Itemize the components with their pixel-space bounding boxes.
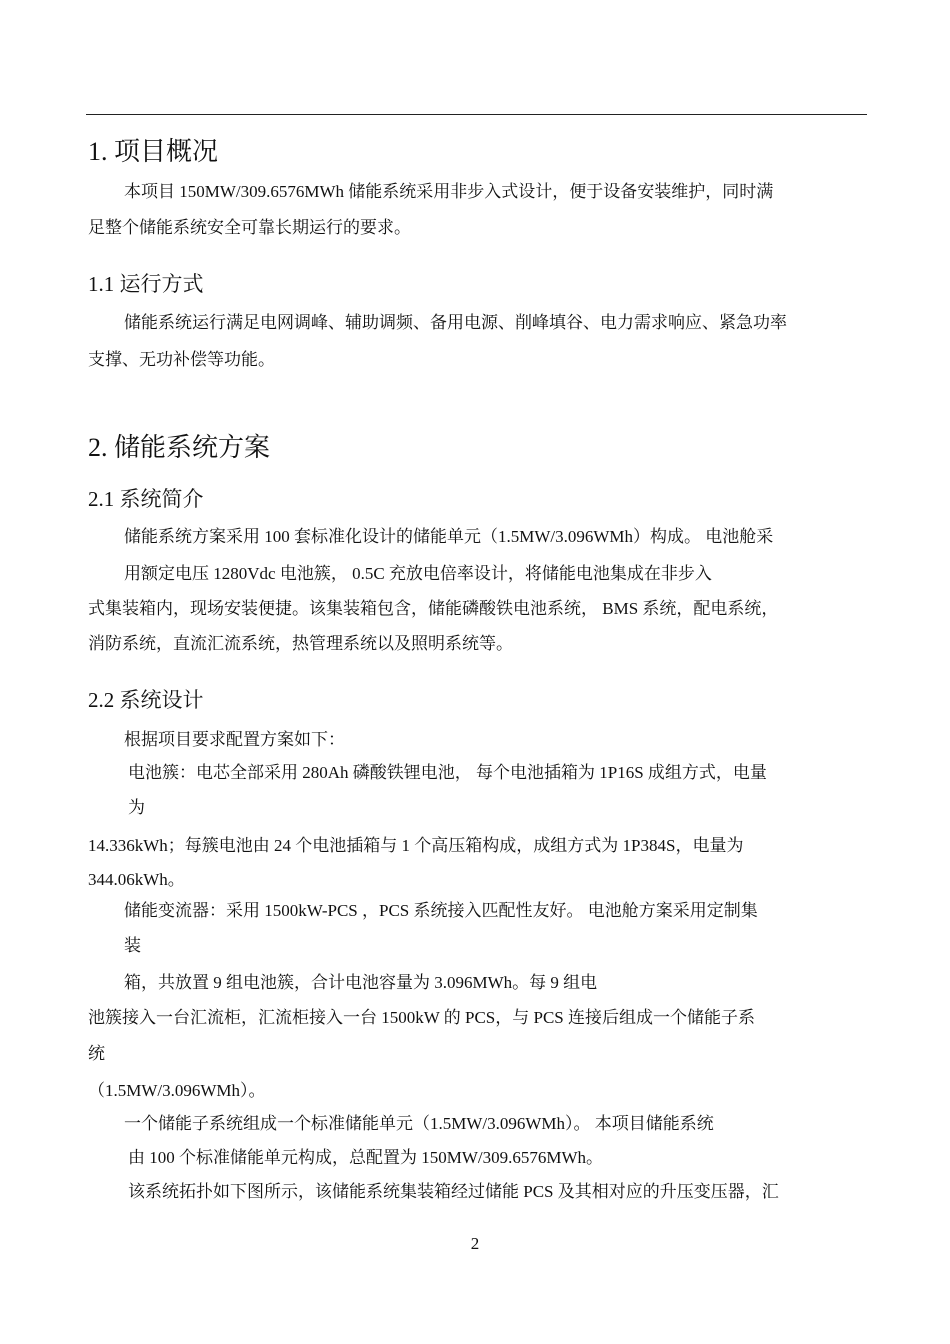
section-1-heading: 1. 项目概况: [88, 137, 219, 166]
paragraph-line: 由 100 个标准储能单元构成，总配置为 150MW/309.6576MWh。: [128, 1148, 604, 1167]
paragraph-line: 344.06kWh。: [88, 870, 185, 889]
paragraph-line: 为: [128, 798, 145, 817]
paragraph-line: 14.336kWh；每簇电池由 24 个电池插箱与 1 个高压箱构成，成组方式为 1P384S，电量为: [88, 836, 744, 855]
paragraph-line: （1.5MW/3.096WMh）。: [88, 1081, 266, 1100]
paragraph-line: 根据项目要求配置方案如下：: [124, 730, 345, 749]
paragraph-line: 消防系统，直流汇流系统，热管理系统以及照明系统等。: [88, 634, 513, 653]
section-2-1-heading: 2.1 系统简介: [88, 487, 204, 511]
paragraph-line: 式集装箱内，现场安装便捷。该集装箱包含，储能磷酸铁电池系统， BMS 系统，配电系统，: [88, 599, 779, 618]
paragraph-line: 箱，共放置 9 组电池簇，合计电池容量为 3.096MWh。每 9 组电: [124, 973, 598, 992]
paragraph-line: 支撑、无功补偿等功能。: [88, 350, 275, 369]
page-number: 2: [470, 1234, 480, 1253]
paragraph-line: 池簇接入一台汇流柜，汇流柜接入一台 1500kW 的 PCS，与 PCS 连接后组成一个储能子系: [88, 1008, 755, 1027]
paragraph-line: 电池簇：电芯全部采用 280Ah 磷酸铁锂电池， 每个电池插箱为 1P16S 成组方式，电量: [128, 763, 767, 782]
paragraph-line: 统: [88, 1044, 105, 1063]
paragraph-line: 储能变流器：采用 1500kW-PCS ，PCS 系统接入匹配性友好。 电池舱方案采用定制集: [124, 901, 758, 920]
paragraph-line: 装: [124, 936, 141, 955]
paragraph-line: 储能系统运行满足电网调峰、辅助调频、备用电源、削峰填谷、电力需求响应、紧急功率: [124, 313, 787, 332]
section-2-heading: 2. 储能系统方案: [88, 433, 271, 462]
paragraph-line: 储能系统方案采用 100 套标准化设计的储能单元（1.5MW/3.096WMh）构成。 电池舱采: [124, 527, 774, 546]
section-2-2-heading: 2.2 系统设计: [88, 688, 204, 712]
header-rule: [86, 114, 867, 115]
paragraph-line: 一个储能子系统组成一个标准储能单元（1.5MW/3.096WMh）。 本项目储能系统: [124, 1114, 714, 1133]
section-1-1-heading: 1.1 运行方式: [88, 272, 204, 296]
paragraph-line: 足整个储能系统安全可靠长期运行的要求。: [88, 218, 411, 237]
paragraph-line: 本项目 150MW/309.6576MWh 储能系统采用非步入式设计，便于设备安装维护，同时满: [124, 182, 774, 201]
paragraph-line: 用额定电压 1280Vdc 电池簇， 0.5C 充放电倍率设计，将储能电池集成在非步入: [124, 564, 712, 583]
paragraph-line: 该系统拓扑如下图所示，该储能系统集装箱经过储能 PCS 及其相对应的升压变压器，汇: [128, 1182, 779, 1201]
